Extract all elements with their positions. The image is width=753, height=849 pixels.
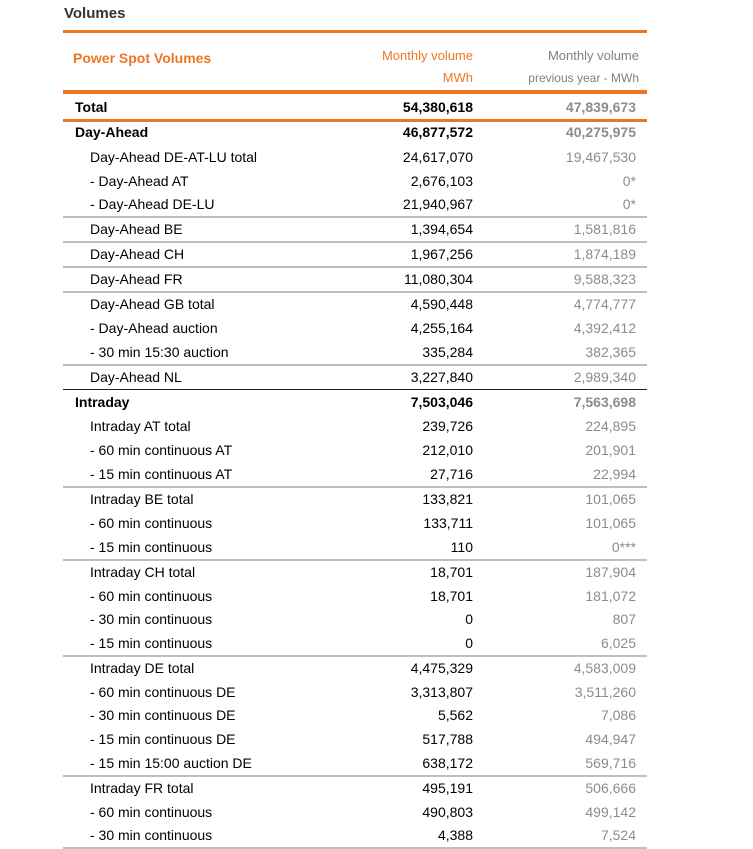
row-previous-year: 506,666: [585, 780, 636, 796]
row-monthly-volume: 18,701: [430, 564, 473, 580]
row-previous-year: 181,072: [585, 588, 636, 604]
row-label: - 15 min 15:00 auction DE: [90, 755, 252, 771]
row-label: Day-Ahead NL: [90, 369, 182, 385]
row-monthly-volume: 3,227,840: [410, 369, 473, 385]
row-label: - 60 min continuous DE: [90, 684, 236, 700]
row-previous-year: 187,904: [585, 564, 636, 580]
table-row: [63, 414, 647, 438]
header-monthly-volume: Monthly volume MWh: [381, 48, 473, 85]
table-row: [63, 775, 647, 800]
table-row: [63, 631, 647, 655]
row-label: - Day-Ahead DE-LU: [90, 196, 215, 212]
row-previous-year: 807: [612, 611, 636, 627]
table-body: [63, 94, 647, 847]
row-label: Day-Ahead GB total: [90, 296, 215, 312]
row-previous-year: 7,524: [600, 827, 636, 843]
row-previous-year: 9,588,323: [573, 271, 636, 287]
row-previous-year: 1,874,189: [573, 246, 636, 262]
row-monthly-volume: 335,284: [422, 344, 473, 360]
table-row: [63, 462, 647, 486]
row-monthly-volume: 4,388: [437, 827, 473, 843]
row-monthly-volume: 495,191: [422, 780, 473, 796]
row-monthly-volume: 5,562: [437, 707, 473, 723]
table-row: [63, 389, 647, 414]
row-label: Intraday FR total: [90, 780, 194, 796]
table-row: [63, 751, 647, 775]
table-row: [63, 824, 647, 847]
row-label: - 30 min continuous: [90, 611, 213, 627]
row-monthly-volume: 133,821: [422, 491, 473, 507]
table-row: [63, 316, 647, 340]
row-label: Intraday BE total: [90, 491, 194, 507]
row-previous-year: 224,895: [585, 418, 636, 434]
row-monthly-volume: 490,803: [422, 804, 473, 820]
row-previous-year: 0*: [622, 173, 636, 189]
row-monthly-volume: 4,475,329: [410, 660, 473, 676]
row-previous-year: 6,025: [600, 635, 636, 651]
row-monthly-volume: 3,313,807: [410, 684, 473, 700]
row-monthly-volume: 21,940,967: [402, 196, 473, 212]
row-label: Day-Ahead BE: [90, 221, 183, 237]
table-row: [63, 727, 647, 751]
row-previous-year: 47,839,673: [565, 99, 636, 115]
row-previous-year: 40,275,975: [565, 124, 636, 140]
table-row: [63, 608, 647, 631]
row-previous-year: 499,142: [585, 804, 636, 820]
volumes-table: [63, 30, 647, 849]
header-previous-year: Monthly volume previous year - MWh: [528, 48, 639, 85]
row-label: - 60 min continuous: [90, 515, 213, 531]
table-row: [63, 169, 647, 193]
table-row: [63, 680, 647, 704]
row-label: Total: [75, 99, 108, 115]
row-monthly-volume: 212,010: [422, 442, 473, 458]
table-row: [63, 291, 647, 316]
table-row: [63, 655, 647, 680]
row-label: - Day-Ahead AT: [90, 173, 189, 189]
row-label: - 30 min continuous: [90, 827, 213, 843]
row-label: - 15 min continuous DE: [90, 731, 236, 747]
row-previous-year: 19,467,530: [565, 149, 636, 165]
row-monthly-volume: 4,590,448: [410, 296, 473, 312]
row-monthly-volume: 7,503,046: [410, 394, 473, 410]
table-header: [63, 33, 647, 90]
table-row: [63, 193, 647, 216]
row-monthly-volume: 0: [465, 635, 473, 651]
row-label: Intraday: [75, 394, 130, 410]
row-previous-year: 201,901: [585, 442, 636, 458]
row-label: - 15 min continuous: [90, 635, 213, 651]
row-label: Day-Ahead DE-AT-LU total: [90, 149, 258, 165]
row-previous-year: 2,989,340: [573, 369, 636, 385]
table-row: [63, 438, 647, 462]
row-label: - 15 min continuous AT: [90, 466, 233, 482]
table-row: [63, 340, 647, 364]
row-label: - 60 min continuous: [90, 588, 213, 604]
row-monthly-volume: 24,617,070: [402, 149, 473, 165]
table-row: [63, 94, 647, 119]
row-previous-year: 7,563,698: [573, 394, 636, 410]
row-monthly-volume: 2,676,103: [410, 173, 473, 189]
table-row: [63, 704, 647, 727]
row-previous-year: 22,994: [593, 466, 636, 482]
row-previous-year: 1,581,816: [573, 221, 636, 237]
row-previous-year: 494,947: [585, 731, 636, 747]
row-label: Day-Ahead CH: [90, 246, 185, 262]
row-previous-year: 4,583,009: [573, 660, 636, 676]
row-monthly-volume: 1,967,256: [410, 246, 473, 262]
row-monthly-volume: 638,172: [422, 755, 473, 771]
row-monthly-volume: 110: [450, 539, 473, 555]
row-label: - Day-Ahead auction: [90, 320, 218, 336]
row-label: - 15 min continuous: [90, 539, 213, 555]
table-row: [63, 559, 647, 584]
row-previous-year: 7,086: [600, 707, 636, 723]
row-monthly-volume: 18,701: [430, 588, 473, 604]
row-label: Intraday AT total: [90, 418, 191, 434]
row-label: Day-Ahead: [75, 124, 149, 140]
row-monthly-volume: 46,877,572: [402, 124, 473, 140]
table-row: [63, 584, 647, 608]
row-monthly-volume: 4,255,164: [410, 320, 473, 336]
row-previous-year: 0***: [611, 539, 636, 555]
row-previous-year: 3,511,260: [574, 684, 636, 700]
table-row: [63, 119, 647, 144]
row-label: Intraday DE total: [90, 660, 195, 676]
table-row: [63, 241, 647, 266]
row-label: Day-Ahead FR: [90, 271, 183, 287]
row-previous-year: 4,774,777: [573, 296, 636, 312]
table-row: [63, 486, 647, 511]
row-label: - 60 min continuous: [90, 804, 213, 820]
table-row: [63, 511, 647, 535]
row-monthly-volume: 54,380,618: [402, 99, 473, 115]
row-label: Intraday CH total: [90, 564, 196, 580]
row-label: - 60 min continuous AT: [90, 442, 233, 458]
row-previous-year: 101,065: [585, 491, 636, 507]
row-previous-year: 569,716: [585, 755, 636, 771]
table-row: [63, 800, 647, 824]
row-previous-year: 382,365: [585, 344, 636, 360]
row-monthly-volume: 517,788: [422, 731, 473, 747]
row-monthly-volume: 27,716: [430, 466, 473, 482]
table-row: [63, 216, 647, 241]
header-product: Power Spot Volumes: [73, 50, 212, 66]
row-label: - 30 min 15:30 auction: [90, 344, 229, 360]
row-previous-year: 101,065: [585, 515, 636, 531]
table-row: [63, 364, 647, 389]
row-previous-year: 0*: [622, 196, 636, 212]
table-row: [63, 266, 647, 291]
row-monthly-volume: 239,726: [422, 418, 473, 434]
table-row: [63, 144, 647, 169]
table-row: [63, 535, 647, 559]
row-label: - 30 min continuous DE: [90, 707, 236, 723]
row-monthly-volume: 133,711: [423, 515, 473, 531]
page-title: Volumes: [64, 5, 126, 22]
row-monthly-volume: 1,394,654: [410, 221, 473, 237]
row-monthly-volume: 0: [465, 611, 473, 627]
row-previous-year: 4,392,412: [573, 320, 636, 336]
row-monthly-volume: 11,080,304: [403, 271, 473, 287]
